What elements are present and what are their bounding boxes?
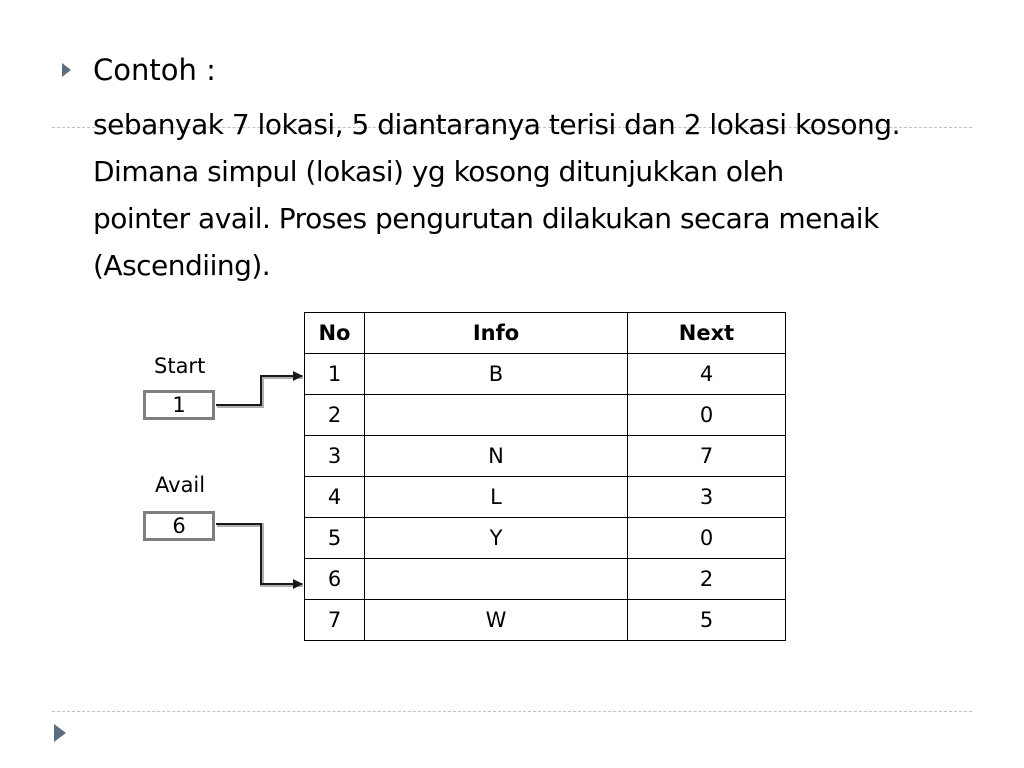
description-line: sebanyak 7 lokasi, 5 diantaranya terisi dan 2 lokasi kosong. <box>93 108 900 141</box>
header-next: Next <box>628 313 786 354</box>
cell-next: 7 <box>628 436 786 477</box>
cell-no: 7 <box>305 600 365 641</box>
cell-no: 5 <box>305 518 365 559</box>
avail-pointer-box: 6 <box>143 511 215 541</box>
cell-next: 4 <box>628 354 786 395</box>
header-info: Info <box>365 313 628 354</box>
cell-no: 2 <box>305 395 365 436</box>
start-label: Start <box>154 354 206 378</box>
cell-no: 1 <box>305 354 365 395</box>
cell-info <box>365 559 628 600</box>
cell-next: 0 <box>628 518 786 559</box>
cell-next: 5 <box>628 600 786 641</box>
cell-next: 3 <box>628 477 786 518</box>
start-pointer-box: 1 <box>143 390 215 420</box>
cell-info: W <box>365 600 628 641</box>
cell-no: 3 <box>305 436 365 477</box>
table-row <box>305 436 786 477</box>
description-line: (Ascendiing). <box>93 249 271 282</box>
bottom-divider <box>52 711 972 712</box>
cell-no: 4 <box>305 477 365 518</box>
cell-info: L <box>365 477 628 518</box>
description-line: Dimana simpul (lokasi) yg kosong ditunjukkan oleh <box>93 155 784 188</box>
table-row <box>305 600 786 641</box>
table-row <box>305 559 786 600</box>
start-arrow <box>216 376 303 406</box>
table-row <box>305 354 786 395</box>
table-row <box>305 518 786 559</box>
cell-info: N <box>365 436 628 477</box>
table-row <box>305 477 786 518</box>
next-slide-arrow-icon[interactable] <box>54 724 66 742</box>
cell-info: B <box>365 354 628 395</box>
avail-label: Avail <box>155 473 206 497</box>
description-line: pointer avail. Proses pengurutan dilakukan secara menaik <box>93 202 879 235</box>
cell-next: 2 <box>628 559 786 600</box>
header-no: No <box>305 313 365 354</box>
cell-no: 6 <box>305 559 365 600</box>
linked-list-table <box>304 312 786 641</box>
table-header-row <box>305 313 786 354</box>
table-row <box>305 395 786 436</box>
bullet-triangle-icon <box>62 63 71 77</box>
cell-info: Y <box>365 518 628 559</box>
slide-description <box>93 101 973 289</box>
cell-info <box>365 395 628 436</box>
slide-heading: Contoh : <box>93 53 216 87</box>
avail-arrow <box>216 524 303 585</box>
cell-next: 0 <box>628 395 786 436</box>
